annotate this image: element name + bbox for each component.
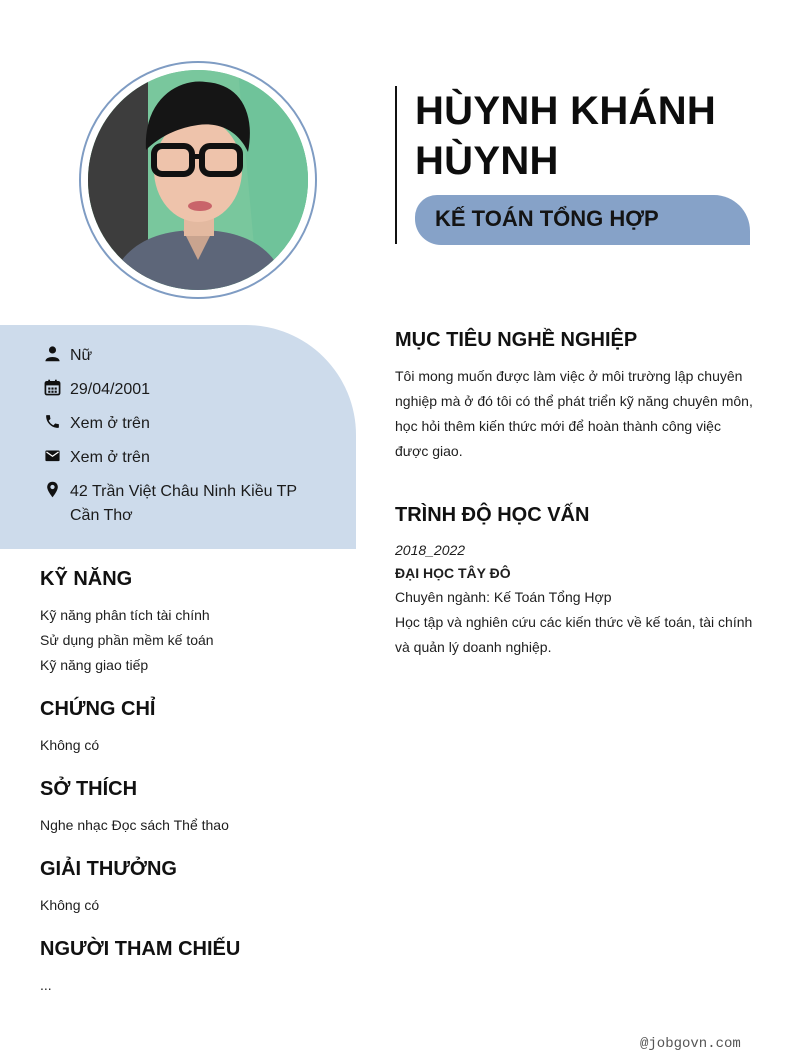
awards-heading: GIẢI THƯỞNG	[40, 858, 177, 880]
objective-line: Tôi mong muốn được làm việc ở môi trường lập chuyên	[395, 368, 743, 384]
gender-value: Nữ	[70, 347, 93, 364]
education-heading: TRÌNH ĐỘ HỌC VẤN	[395, 504, 590, 526]
references-text: ...	[40, 977, 52, 993]
person-icon	[44, 345, 61, 362]
avatar	[88, 70, 308, 290]
contact-gender	[44, 344, 310, 368]
phone-value: Xem ở trên	[70, 415, 150, 432]
education-school: ĐẠI HỌC TÂY ĐÔ	[395, 565, 511, 581]
objective-line: học hỏi thêm kiến thức mới để hoàn thành công việc	[395, 418, 721, 434]
calendar-icon	[44, 379, 61, 396]
birthdate-value: 29/04/2001	[70, 381, 151, 398]
name-accent-bar	[395, 86, 397, 244]
hobbies-heading: SỞ THÍCH	[40, 778, 138, 800]
avatar-photo	[88, 70, 308, 290]
certificates-text: Không có	[40, 737, 100, 753]
name-line-2: HÙYNH	[415, 139, 559, 183]
location-pin-icon	[44, 481, 61, 498]
skill-item: Kỹ năng giao tiếp	[40, 657, 149, 673]
job-title: KẾ TOÁN TỔNG HỢP	[435, 206, 659, 231]
phone-icon	[44, 413, 61, 430]
education-major: Chuyên ngành: Kế Toán Tổng Hợp	[395, 589, 612, 605]
contact-phone	[44, 412, 310, 436]
name-line-1: HÙYNH KHÁNH	[415, 89, 717, 133]
watermark: @jobgovn.com	[640, 1036, 741, 1052]
objective-heading: MỤC TIÊU NGHỀ NGHIỆP	[395, 329, 638, 351]
full-name	[415, 86, 765, 186]
objective-line: được giao.	[395, 443, 463, 459]
awards-text: Không có	[40, 897, 100, 913]
contact-address	[44, 480, 310, 528]
address-value: 42 Trần Việt Châu Ninh Kiều TP Cần Thơ	[70, 483, 297, 524]
skill-item: Kỹ năng phân tích tài chính	[40, 607, 210, 623]
objective-line: nghiệp mà ở đó tôi có thể phát triển kỹ năng chuyên môn,	[395, 393, 753, 409]
education-desc-line: Học tập và nghiên cứu các kiến thức về kế toán, tài chính	[395, 614, 753, 630]
skills-heading: KỸ NĂNG	[40, 568, 133, 590]
contact-email	[44, 446, 310, 470]
references-heading: NGƯỜI THAM CHIẾU	[40, 938, 241, 960]
email-value: Xem ở trên	[70, 449, 150, 466]
certificates-heading: CHỨNG CHỈ	[40, 698, 156, 720]
mail-icon	[44, 447, 61, 464]
education-desc-line: và quản lý doanh nghiệp.	[395, 639, 552, 655]
education-year: 2018_2022	[395, 542, 466, 558]
hobbies-text: Nghe nhạc Đọc sách Thể thao	[40, 817, 229, 833]
skill-item: Sử dụng phần mềm kế toán	[40, 632, 214, 648]
contact-birthdate	[44, 378, 310, 402]
